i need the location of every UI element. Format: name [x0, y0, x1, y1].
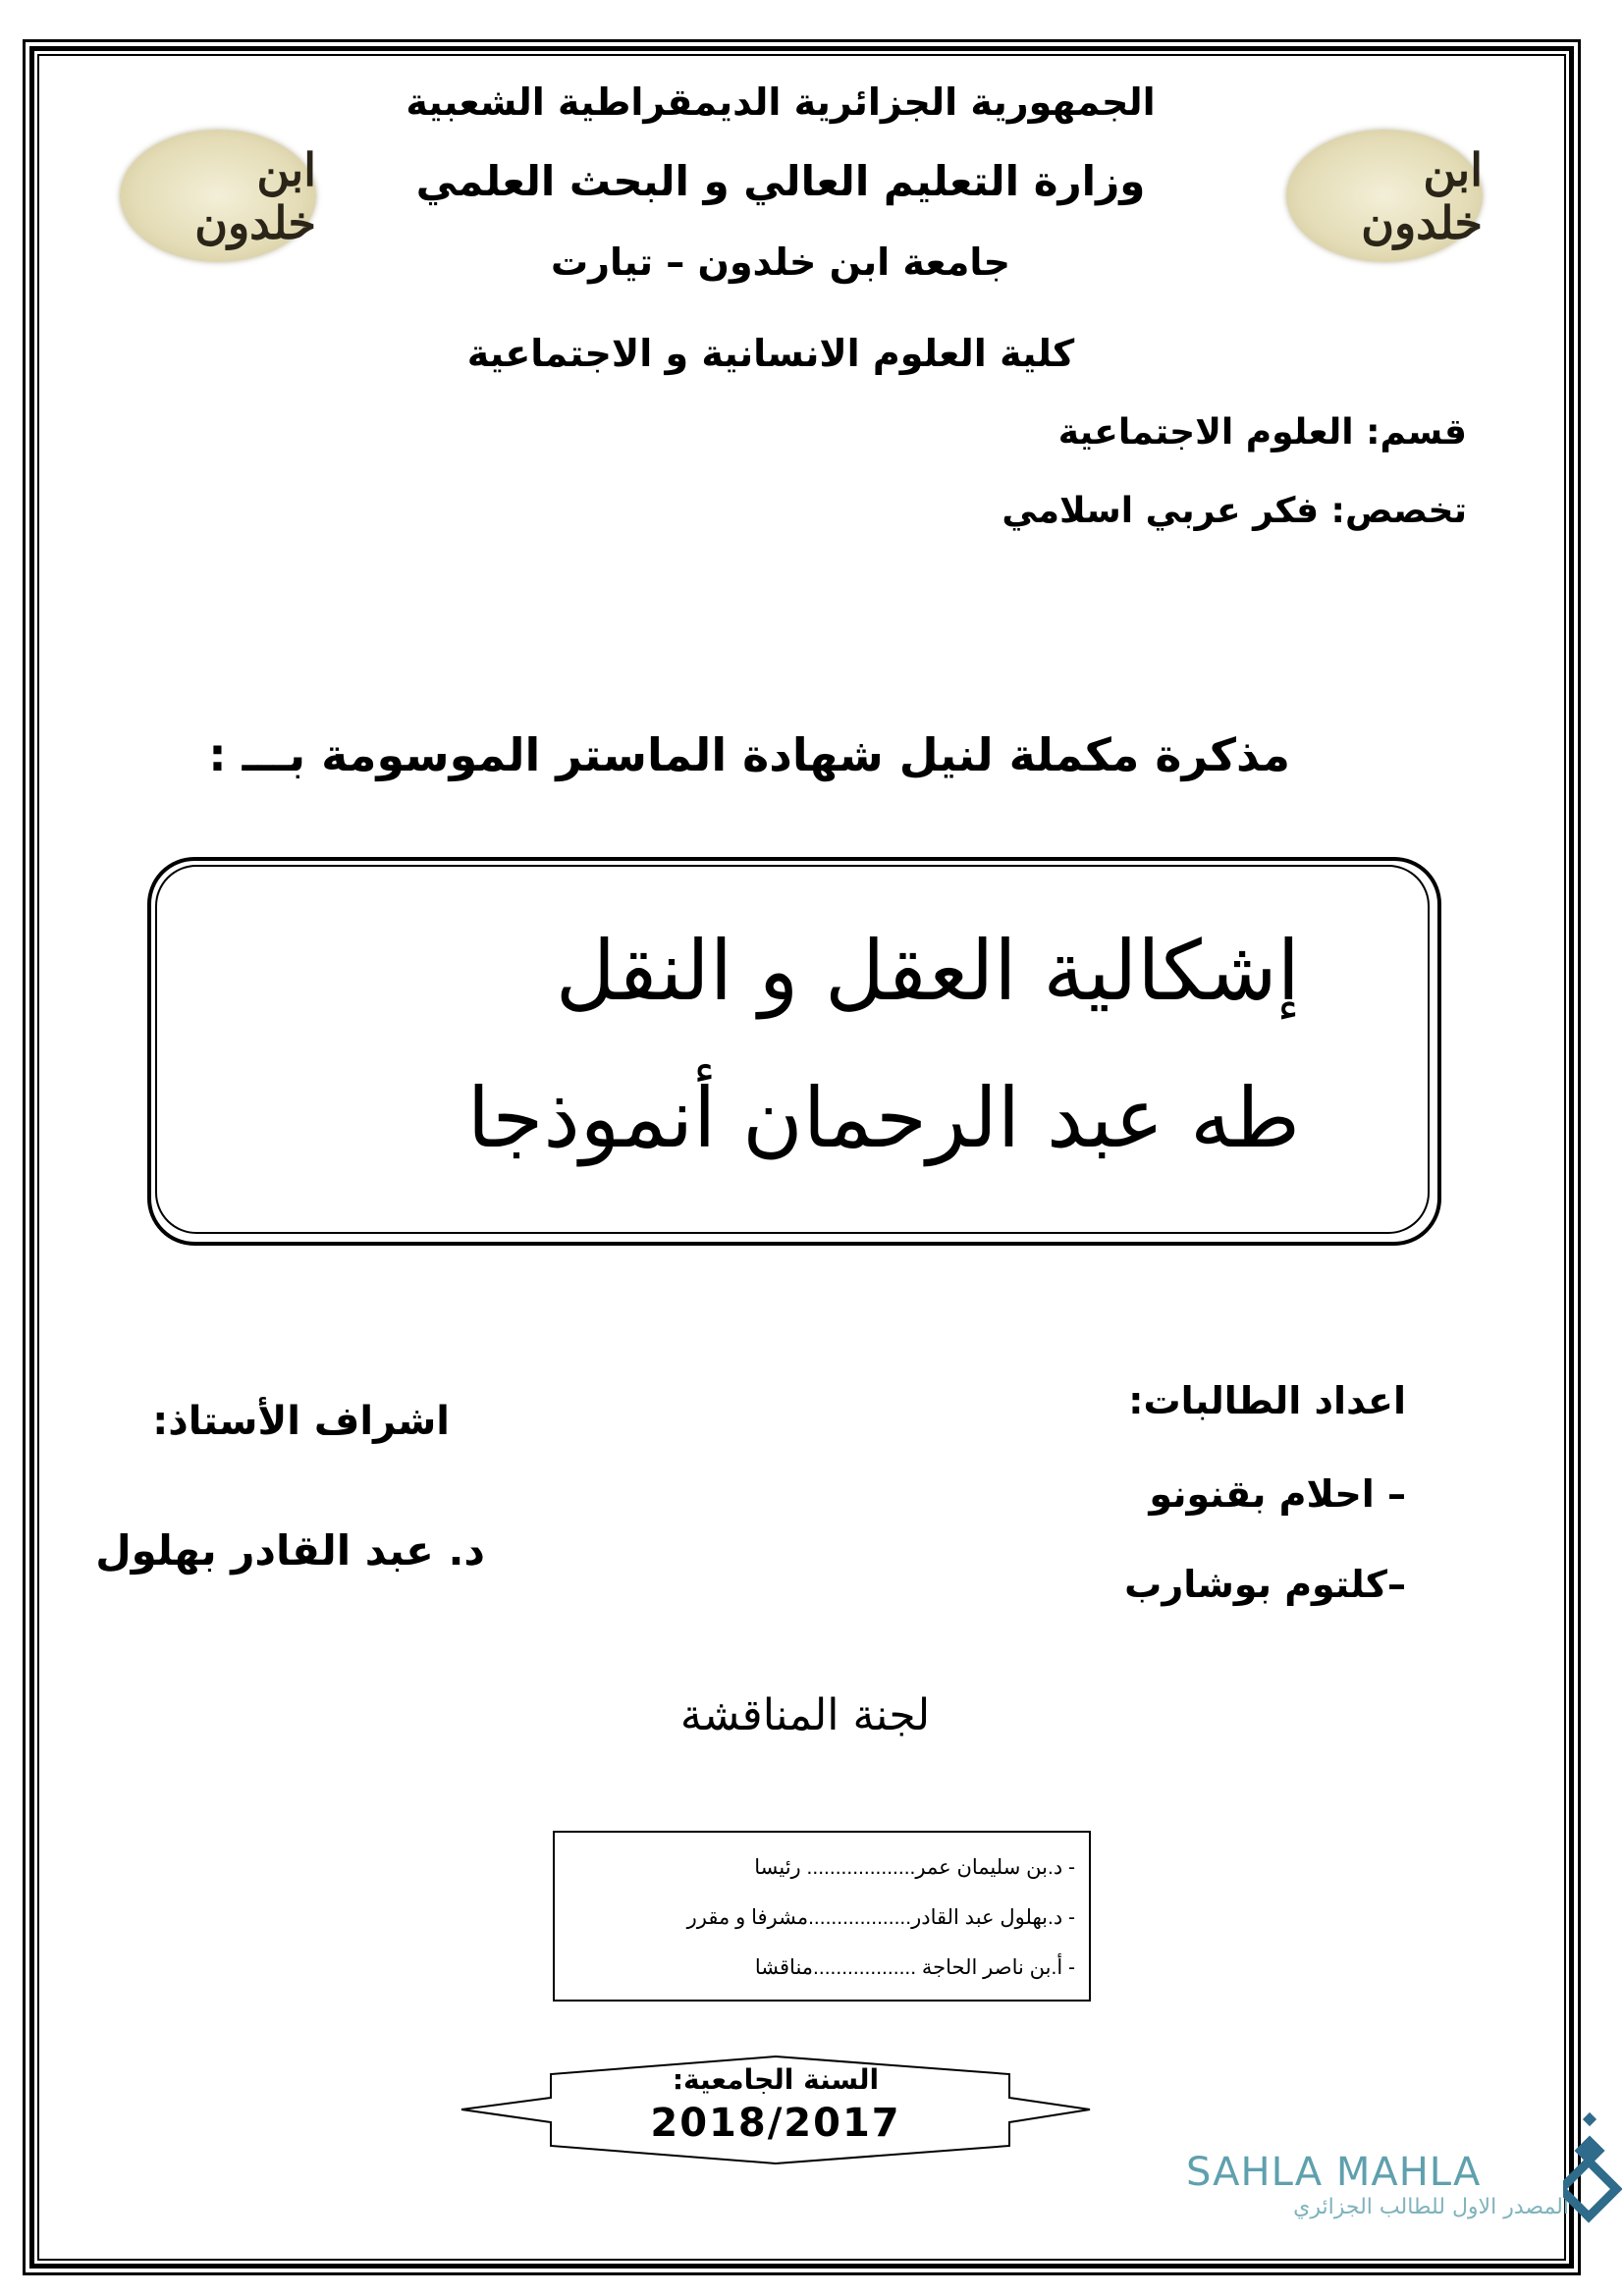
specialty-label: تخصص: فكر عربي اسلامي — [1001, 491, 1467, 531]
academic-year-value: 2018/2017 — [650, 2101, 901, 2146]
committee-title: لجنة المناقشة — [679, 1690, 931, 1740]
sahla-mahla-logo-icon — [1563, 2110, 1622, 2228]
committee-member: - د.بهلول عبد القادر..................مشرفا و مقرر — [686, 1906, 1075, 1929]
ministry-name: وزارة التعليم العالي و البحث العلمي — [415, 157, 1146, 205]
faculty-name: كلية العلوم الانسانية و الاجتماعية — [466, 332, 1075, 375]
department-label: قسم: العلوم الاجتماعية — [1057, 412, 1467, 453]
title-box-inner — [155, 865, 1430, 1234]
university-logo-right — [1286, 130, 1483, 262]
thesis-title-line1: إشكالية العقل و النقل — [555, 923, 1300, 1019]
republic-name: الجمهورية الجزائرية الديمقراطية الشعبية — [406, 80, 1156, 124]
committee-member: - د.بن سليمان عمر................... رئيسا — [754, 1856, 1075, 1879]
university-logo-left — [120, 130, 316, 262]
supervisor-label: اشراف الأستاذ: — [152, 1399, 450, 1444]
watermark-brand: SAHLA MAHLA — [1186, 2150, 1482, 2195]
university-name: جامعة ابن خلدون – تيارت — [550, 240, 1011, 284]
students-label: اعداد الطالبات: — [1128, 1379, 1406, 1422]
committee-box — [553, 1831, 1091, 2002]
academic-year-label: السنة الجامعية: — [672, 2063, 880, 2096]
student-name: –كلتوم بوشارب — [1124, 1563, 1406, 1606]
thesis-title-line2: طه عبد الرحمان أنموذجا — [466, 1070, 1300, 1166]
supervisor-name: د. عبد القادر بهلول — [95, 1526, 485, 1575]
committee-member: - أ.بن ناصر الحاجة ..................مناقشا — [754, 1956, 1075, 1979]
logo-text: ابن خلدون — [194, 142, 316, 249]
sahla-mahla-watermark — [1186, 2150, 1569, 2219]
watermark-tagline: المصدر الاول للطالب الجزائري — [1293, 2195, 1569, 2219]
logo-text: ابن خلدون — [1361, 142, 1483, 249]
thesis-intro: مذكرة مكملة لنيل شهادة الماستر الموسومة بـــ : — [208, 728, 1290, 781]
student-name: – احلام بقنونو — [1149, 1472, 1406, 1516]
